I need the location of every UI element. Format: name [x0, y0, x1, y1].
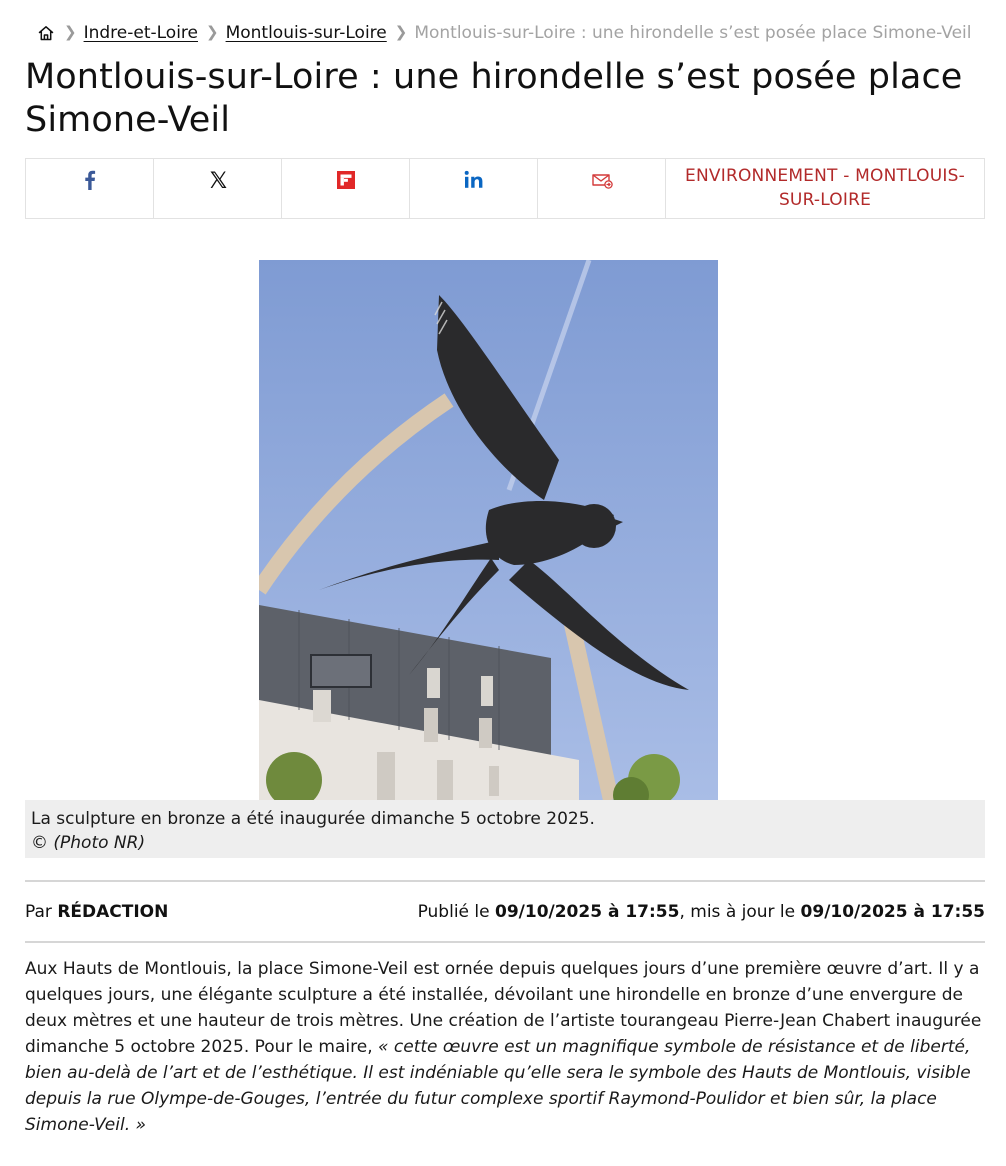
article-photo — [259, 260, 718, 800]
divider — [25, 941, 985, 943]
updated-label: , mis à jour le — [679, 902, 796, 922]
updated-date: 09/10/2025 à 17:55 — [800, 902, 985, 922]
mayor-quote: « cette œuvre est un magnifique symbole de résistance et de liberté, bien au-delà de l’art et de l’esthétique. Il est indéniable qu’elle sera le symbole des Hauts de Montlouis, visible depuis la rue Olympe-de-Gouges, l’entrée du futur complexe sportif Raymond-Poulidor et bien sûr, la place Simone-Veil. » — [25, 1037, 971, 1135]
photo-credit: © (Photo NR) — [31, 833, 146, 853]
share-flipboard-button[interactable] — [282, 159, 410, 218]
category-link[interactable] — [666, 159, 984, 218]
share-linkedin-button[interactable] — [410, 159, 538, 218]
paragraph-text: Aux Hauts de Montlouis, la place Simone-Veil est ornée depuis quelques jours d’une première œuvre d’art. Il y a quelques jours, une élégante sculpture a été installée, dévoilant une hirondelle en bronze d’une envergure de deux mètres et une hauteur de trois mètres. Une création de l’artiste tourangeau Pierre-Jean Chabert inaugurée dimanche 5 octobre 2025. Pour le maire, — [25, 959, 982, 1057]
share-email-button[interactable] — [538, 159, 666, 218]
publication-dates — [418, 900, 985, 924]
byline-label: Par — [25, 902, 52, 922]
chevron-right-icon: ❯ — [64, 23, 77, 41]
breadcrumb-link-indre-et-loire[interactable]: Indre-et-Loire — [83, 23, 198, 43]
photo-caption — [25, 800, 985, 858]
breadcrumb-current: Montlouis-sur-Loire : une hirondelle s’est posée place Simone-Veil — [414, 23, 972, 43]
article-title: Montlouis-sur-Loire : une hirondelle s’est posée place Simone-Veil — [25, 57, 963, 140]
author-name: RÉDACTION — [57, 902, 169, 922]
divider — [25, 880, 985, 882]
published-date: 09/10/2025 à 17:55 — [495, 902, 680, 922]
home-icon[interactable] — [36, 23, 56, 43]
breadcrumb-link-montlouis[interactable]: Montlouis-sur-Loire — [225, 23, 387, 43]
breadcrumb — [36, 20, 986, 46]
caption-text: La sculpture en bronze a été inaugurée dimanche 5 octobre 2025. — [31, 809, 595, 829]
byline — [25, 900, 168, 924]
article-meta — [25, 900, 985, 924]
linkedin-icon — [462, 168, 486, 192]
facebook-icon — [79, 168, 101, 192]
published-label: Publié le — [417, 902, 490, 922]
flipboard-icon — [335, 168, 357, 192]
category-label: ENVIRONNEMENT - MONTLOUIS-SUR-LOIRE — [685, 166, 965, 210]
share-x-button[interactable] — [154, 159, 282, 218]
share-bar — [25, 158, 985, 219]
article-paragraph — [25, 956, 985, 1138]
x-icon — [207, 168, 229, 192]
email-icon — [590, 168, 614, 192]
chevron-right-icon: ❯ — [394, 23, 408, 41]
chevron-right-icon: ❯ — [206, 23, 219, 41]
share-facebook-button[interactable] — [26, 159, 154, 218]
